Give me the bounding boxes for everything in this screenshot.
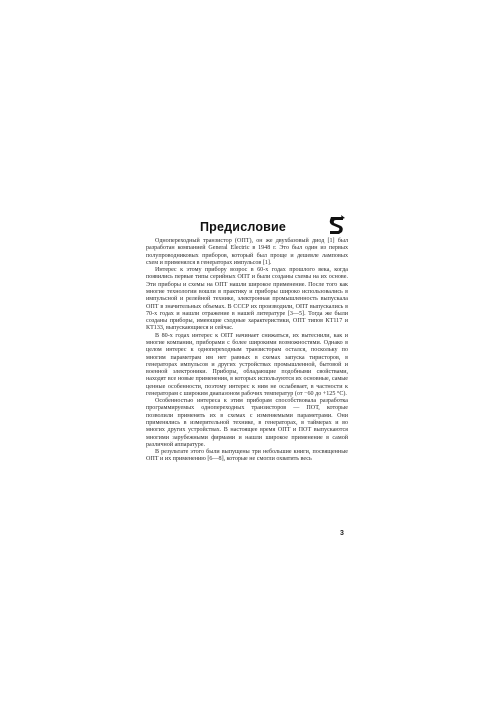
paragraph: В 80-х годах интерес к ОПТ начинает снижаться, их вытеснили, как и многие компании, приборами с более широкими возможностями. Однако в целом интерес к однопереходным транзисторам остался, поскольку по многим параметрам им нет равных в схемах запуска тиристоров, в генераторах импульсов и других устройствах промышленной, бытовой и военной электроники. Приборы, обладающие подобными свойствами, находят все новые применения, в которых используются их основные, самые ценные особенности, поэтому интерес к ним не ослабевает, в частности к генераторам с широким диапазоном рабочих температур (от −60 до +125 °С). [146, 332, 348, 397]
paragraph: В результате этого были выпущены три небольшие книги, посвященные ОПТ и их применению [6—8], которые не смогли охватить весь [146, 449, 348, 463]
paragraph: Однопереходный транзистор (ОПТ), он же двухбазовый диод [1] был разработан компанией General Electric в 1948 г. Это был один из первых полупроводниковых приборов, который был проще и дешевле ламповых схем и применялся в генераторах импульсов [1]. [146, 238, 348, 266]
chapter-heading: Предисловие [200, 220, 287, 234]
page-number: 3 [340, 530, 344, 537]
preface-body [146, 238, 348, 464]
paragraph: Особенностью интереса к этим приборам способствовала разработка программируемых однопереходных транзисторов — ПОТ, которые позволили применять их в схемах с изменяемыми параметрами. Они применялись в измерительной технике, в генераторах, в таймерах и во многих других устройствах. В настоящее время ОПТ и ПОТ выпускаются многими зарубежными фирмами и нашли широкое применение в самой различной аппаратуре. [146, 398, 348, 448]
paragraph: Интерес к этому прибору возрос в 60-х годах прошлого века, когда появились первые типы серийных ОПТ и были созданы схемы на их основе. Эти приборы и схемы на ОПТ нашли широкое применение. После того как многие технологии вошли в практику и приборы широко использовались в импульсной и релейной технике, электронная промышленность выпускала ОПТ в значительных объемах. В СССР их производили, ОПТ выпускались в 70-х годах и нашли отражение в нашей литературе [3—5]. Тогда же были созданы приборы, имеющие сходные характеристики, ОПТ типов КТ117 и КТ133, выпускающиеся и сейчас. [146, 267, 348, 332]
publisher-logo-icon [327, 214, 347, 236]
